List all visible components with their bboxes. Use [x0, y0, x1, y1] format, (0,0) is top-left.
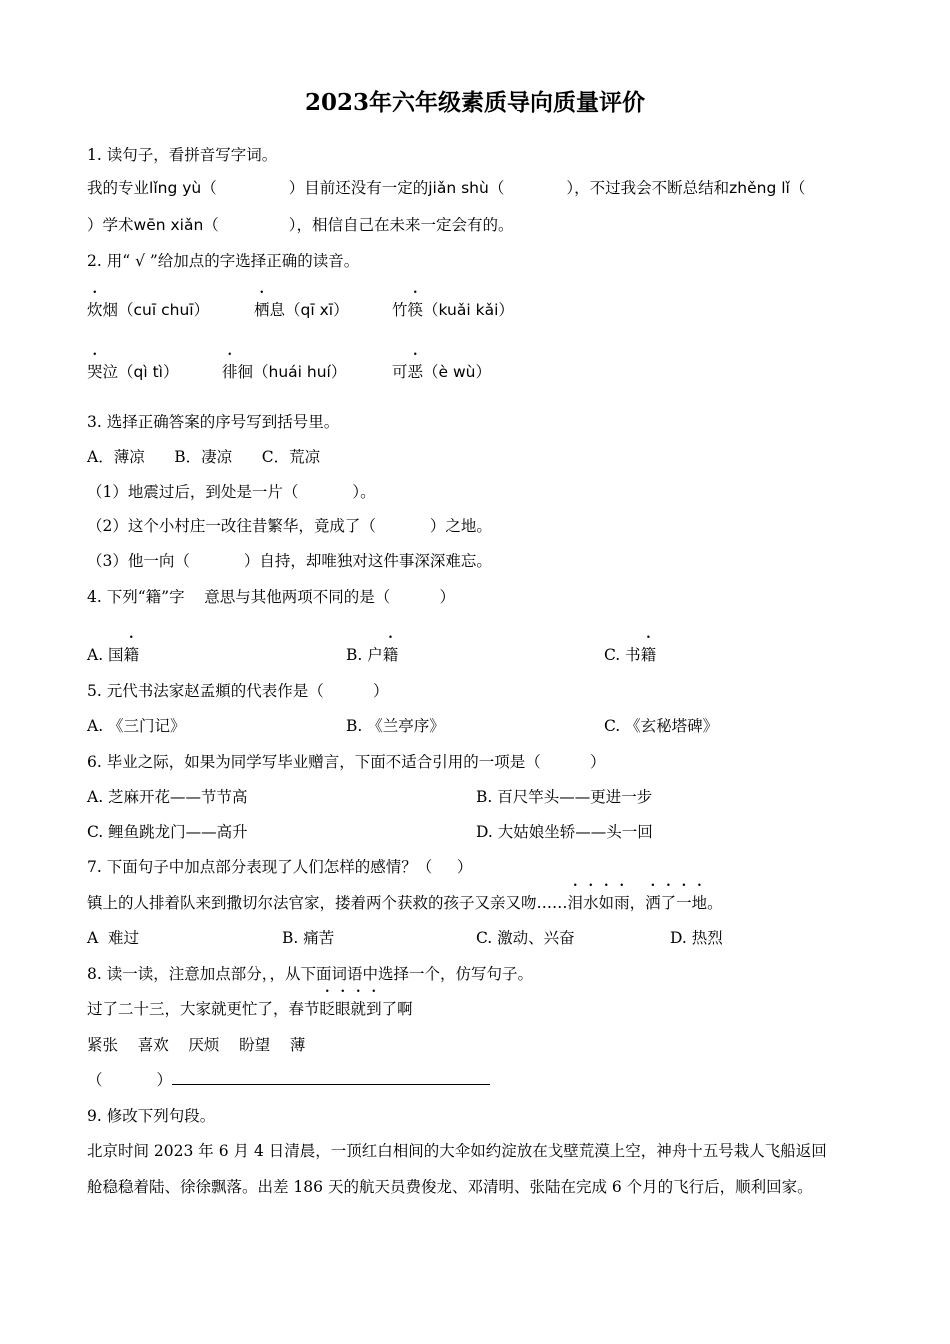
- q1-l1-paren: （: [789, 179, 806, 197]
- q8-answer-line: （ ）: [87, 1068, 490, 1090]
- q4-option-b[interactable]: B. 户籍: [346, 643, 398, 665]
- dotted-char: 籍: [640, 646, 657, 664]
- q6-stem: 6. 毕业之际，如果为同学写毕业赠言，下面不适合引用的一项是（ ）: [87, 753, 606, 771]
- q2-item[interactable]: 可恶（è wù）: [392, 360, 491, 382]
- dotted-char: 了: [660, 894, 677, 912]
- dotted-phrase: [320, 1000, 382, 1018]
- q5-option-a[interactable]: A. 《三门记》: [87, 717, 186, 735]
- q2-item[interactable]: 栖息（qī xī）: [254, 298, 349, 320]
- q2-item[interactable]: 炊烟（cuī chuī）: [87, 298, 209, 320]
- q4-stem: 4. 下列“籍”字 意思与其他两项不同的是（ ）: [87, 588, 456, 606]
- q3-sentence-2: （2）这个小村庄一改往昔繁华，竟成了（ ）之地。: [87, 517, 492, 535]
- q7-option-d[interactable]: D. 热烈: [670, 929, 723, 947]
- q1-l1-text-e: ），不过我会不断总结和: [566, 179, 730, 197]
- q9-stem: 9. 修改下列句段。: [87, 1107, 216, 1125]
- pinyin-options: kuǎi kǎi: [438, 301, 499, 319]
- q6-option-d[interactable]: D. 大姑娘坐轿——头一回: [476, 823, 653, 841]
- q6-option-a[interactable]: A. 芝麻开花——节节高: [87, 788, 248, 806]
- q1-l1-text-a: 我的专业: [87, 179, 150, 197]
- pinyin-options: è wù: [438, 363, 476, 381]
- q1-l1-text-c: ）目前还没有一定的: [288, 179, 429, 197]
- q2-item[interactable]: 竹筷（kuǎi kǎi）: [392, 298, 514, 320]
- q1-line2: [87, 213, 514, 235]
- dotted-char: 到: [366, 1000, 382, 1018]
- q1-l2-text-a: ）学术: [87, 216, 134, 234]
- q9-paragraph-line1: 北京时间 2023 年 6 月 4 日清晨，一顶红白相间的大伞如约淀放在戈壁荒漠上空，神舟十五号栽人飞船返回: [87, 1142, 827, 1160]
- q6-option-c[interactable]: C. 鲤鱼跳龙门——高升: [87, 823, 248, 841]
- q9-paragraph-line2: 舱稳稳着陆、徐徐飘落。出差 186 天的航天员费俊龙、邓清明、张陆在完成 6 个月的飞行后，顺利回家。: [87, 1178, 813, 1196]
- writing-line[interactable]: [172, 1070, 490, 1085]
- dotted-char: 籍: [123, 646, 140, 664]
- q4-option-c[interactable]: C. 书籍: [604, 643, 656, 665]
- q1-l1-paren: （: [201, 179, 217, 197]
- dotted-char: 泪: [567, 894, 584, 912]
- q3-sentence-3: （3）他一向（ ）自持，却唯独对这件事深深难忘。: [87, 552, 492, 570]
- q3-options: A．薄凉 B．凄凉 C．荒凉: [87, 448, 321, 466]
- q1-l2-paren: （: [203, 216, 219, 234]
- dotted-char: 地: [691, 894, 708, 912]
- dotted-char: 眼: [335, 1000, 351, 1018]
- dotted-phrase: [568, 894, 630, 912]
- q6-option-b[interactable]: B. 百尺竿头——更进一步: [476, 788, 653, 806]
- q7-stem: 7. 下面句子中加点部分表现了人们怎样的感情？（ ）: [87, 858, 473, 876]
- q4-option-a[interactable]: A. 国籍: [87, 643, 139, 665]
- q3-sentence-1: （1）地震过后，到处是一片（ ）。: [87, 483, 376, 501]
- dotted-char: 栖: [254, 301, 270, 319]
- dotted-char: 恶: [407, 363, 424, 381]
- pinyin-options: qī xī: [300, 301, 334, 319]
- q1-line1: [87, 176, 805, 198]
- q8-stem: 8. 读一读，注意加点部分，，从下面词语中选择一个，仿写句子。: [87, 965, 533, 983]
- q8-sentence: 过了二十三，大家就更忙了，春节眨眼就到了啊: [87, 997, 413, 1019]
- dotted-char: 就: [350, 1000, 367, 1018]
- dotted-phrase: [645, 894, 707, 912]
- q1-pinyin-3: zhěng lǐ: [729, 179, 790, 197]
- dotted-char: 一: [676, 894, 692, 912]
- dotted-char: 眨: [319, 1000, 336, 1018]
- q1-l1-paren: （: [488, 179, 505, 197]
- dotted-char: 徘: [222, 363, 238, 381]
- pinyin-options: huái huí: [268, 363, 331, 381]
- dotted-char: 水: [583, 894, 599, 912]
- q1-pinyin-4: wēn xiǎn: [133, 216, 204, 234]
- q8-word-list: 紧张 喜欢 厌烦 盼望 薄: [87, 1036, 306, 1054]
- dotted-char: 籍: [382, 646, 399, 664]
- q7-option-b[interactable]: B. 痛苦: [282, 929, 335, 947]
- q7-option-c[interactable]: C. 激动、兴奋: [476, 929, 575, 947]
- q1-stem: 1. 读句子，看拼音写字词。: [87, 146, 278, 164]
- q2-stem: 2. 用“ √ ”给加点的字选择正确的读音。: [87, 252, 360, 270]
- q5-option-b[interactable]: B. 《兰亭序》: [346, 717, 445, 735]
- q1-l2-text-c: ），相信自己在未来一定会有的。: [288, 216, 514, 234]
- page-title: 2023年六年级素质导向质量评价: [304, 89, 645, 116]
- q7-sentence: 镇上的人排着队来到撒切尔法官家，搂着两个获救的孩子又亲又吻……泪水如雨，洒了一地。: [87, 891, 723, 913]
- dotted-char: 炊: [87, 301, 103, 319]
- dotted-char: 洒: [645, 894, 661, 912]
- dotted-char: 筷: [407, 301, 424, 319]
- pinyin-options: cuī chuī: [133, 301, 194, 319]
- dotted-char: 雨: [614, 894, 630, 912]
- q1-pinyin-1: lǐng yù: [149, 179, 202, 197]
- q5-stem: 5. 元代书法家赵孟頫的代表作是（ ）: [87, 682, 389, 700]
- q1-pinyin-2: jiǎn shù: [428, 179, 489, 197]
- q5-option-c[interactable]: C. 《玄秘塔碑》: [604, 717, 719, 735]
- dotted-char: 如: [598, 894, 615, 912]
- dotted-char: 哭: [87, 363, 103, 381]
- pinyin-options: qì tì: [133, 363, 163, 381]
- q2-item[interactable]: 哭泣（qì tì）: [87, 360, 179, 382]
- q2-item[interactable]: 徘徊（huái huí）: [222, 360, 346, 382]
- q7-option-a[interactable]: A 难过: [87, 929, 140, 947]
- q3-stem: 3. 选择正确答案的序号写到括号里。: [87, 413, 340, 431]
